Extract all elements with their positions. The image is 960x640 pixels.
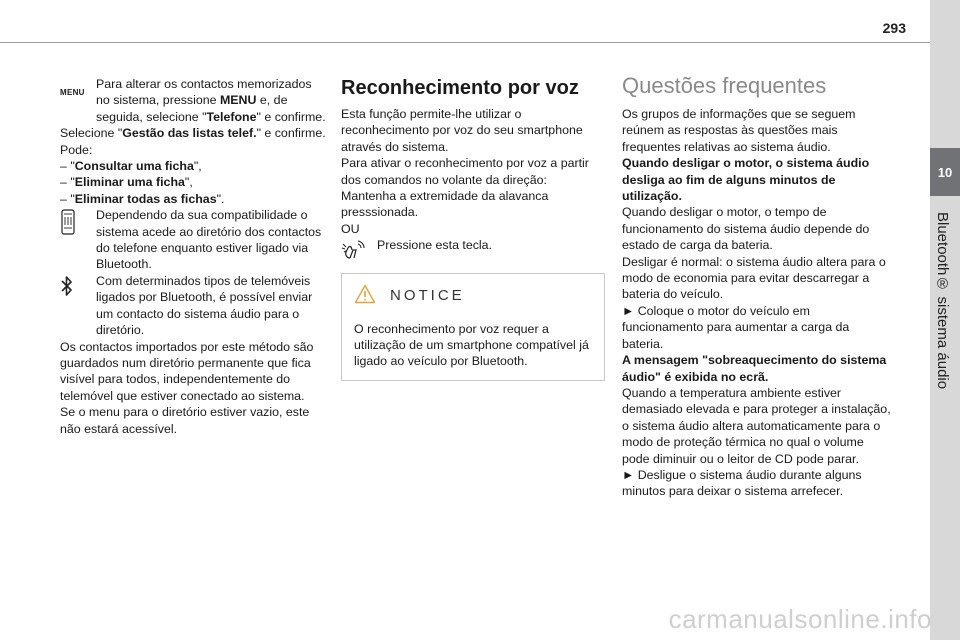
chapter-number: 10	[930, 148, 960, 196]
list-item	[60, 158, 328, 174]
voice-key-paragraph	[341, 237, 605, 259]
text: – "	[60, 159, 75, 174]
bluetooth-icon	[60, 275, 74, 301]
voice-paragraph: Esta função permite-lhe utilizar o reconhecimento por voz do seu smartphone através do sistema.	[341, 107, 583, 154]
text: ",	[184, 175, 193, 190]
voice-paragraph: Mantenha a extremidade da alavanca presssionada.	[341, 189, 549, 220]
empty-menu-paragraph: Se o menu para o diretório estiver vazio, este não estará acessível.	[60, 405, 310, 436]
bold-text: Consultar uma ficha	[74, 159, 194, 174]
page-number: 293	[882, 20, 906, 36]
bold-text: A mensagem "sobreaquecimento do sistema áudio" é exibida no ecrã.	[622, 353, 887, 384]
phone-icon	[60, 209, 76, 239]
text: – "	[60, 191, 75, 206]
notice-text: O reconhecimento por voz requer a utilização de um smartphone compatível já ligado ao veículo por Bluetooth.	[354, 321, 589, 369]
faq-question	[622, 155, 892, 204]
watermark: carmanualsonline.info	[668, 604, 932, 634]
faq-question	[622, 352, 892, 385]
bold-text: Quando desligar o motor, o sistema áudio desliga ao fim de alguns minutos de utilização.	[622, 156, 870, 204]
text: e, de seguida, selecione "	[96, 93, 288, 124]
voice-command-icon	[341, 239, 367, 265]
imported-contacts-paragraph: Os contactos importados por este método são guardados num diretório permanente que fica visível para todos, independentemente do telemóvel que estiver conectado ao sistema.	[60, 339, 314, 403]
notice-title: NOTICE	[390, 287, 465, 305]
section-title-voice: Reconhecimento por voz	[341, 77, 579, 99]
select-paragraph	[60, 125, 328, 141]
chapter-sidebar	[930, 0, 960, 640]
bold-text: Gestão das listas telef.	[122, 126, 257, 141]
header-divider	[0, 42, 930, 43]
text: ".	[216, 191, 225, 206]
warning-triangle-icon	[354, 284, 376, 308]
text: " e confirme.	[256, 126, 326, 141]
section-title-faq: Questões frequentes	[622, 73, 827, 98]
column-contacts	[60, 76, 328, 437]
bold-text: Eliminar uma ficha	[74, 175, 185, 190]
bold-text: MENU	[219, 93, 257, 108]
text: Para alterar os contactos memorizados no sistema, pressione	[96, 77, 312, 108]
voice-paragraph: Para ativar o reconhecimento por voz a partir dos comandos no volante da direção:	[341, 156, 589, 187]
faq-answer: Desligar é normal: o sistema áudio altera para o modo de economia para evitar descarregar a bateria do veículo.	[622, 254, 886, 302]
notice-box	[341, 273, 605, 381]
text: – "	[60, 175, 75, 190]
list-item	[60, 174, 328, 190]
column-voice-recognition	[341, 76, 605, 381]
notice-header	[354, 284, 594, 308]
can-paragraph: Pode:	[60, 142, 93, 157]
menu-paragraph	[60, 76, 328, 125]
column-faq	[622, 73, 892, 500]
text: Selecione "	[60, 126, 123, 141]
faq-answer: Quando a temperatura ambiente estiver demasiado elevada e para proteger a instalação, o sistema áudio altera automaticamente para o modo de proteção térmica no qual o volume pode diminuir ou o leitor de CD pode parar.	[622, 385, 891, 466]
phone-paragraph	[60, 207, 328, 273]
chapter-title: Bluetooth® sistema áudio	[934, 212, 951, 390]
menu-button-icon: MENU	[60, 88, 85, 97]
list-item	[60, 191, 328, 207]
faq-action: ► Desligue o sistema áudio durante alguns minutos para deixar o sistema arrefecer.	[622, 467, 862, 499]
bold-text: Telefone	[206, 109, 257, 124]
text: Pressione esta tecla.	[377, 238, 493, 253]
text: Com determinados tipos de telemóveis ligados por Bluetooth, é possível enviar um contacto do sistema áudio para o diretório.	[96, 273, 313, 338]
voice-paragraph: OU	[341, 221, 360, 236]
text: ",	[193, 159, 202, 174]
faq-answer: Quando desligar o motor, o tempo de funcionamento do sistema áudio depende do estado de carga da bateria.	[622, 205, 870, 253]
bluetooth-paragraph	[60, 273, 328, 339]
bold-text: Eliminar todas as fichas	[74, 191, 217, 206]
faq-action: ► Coloque o motor do veículo em funcionamento para aumentar a carga da bateria.	[622, 303, 850, 351]
text: " e confirme.	[256, 109, 326, 124]
text: Dependendo da sua compatibilidade o sistema acede ao diretório dos contactos do telefone enquanto estiver ligado via Bluetooth.	[96, 208, 322, 272]
faq-intro: Os grupos de informações que se seguem reúnem as respostas às questões mais frequentes relativas ao sistema áudio.	[622, 107, 856, 154]
